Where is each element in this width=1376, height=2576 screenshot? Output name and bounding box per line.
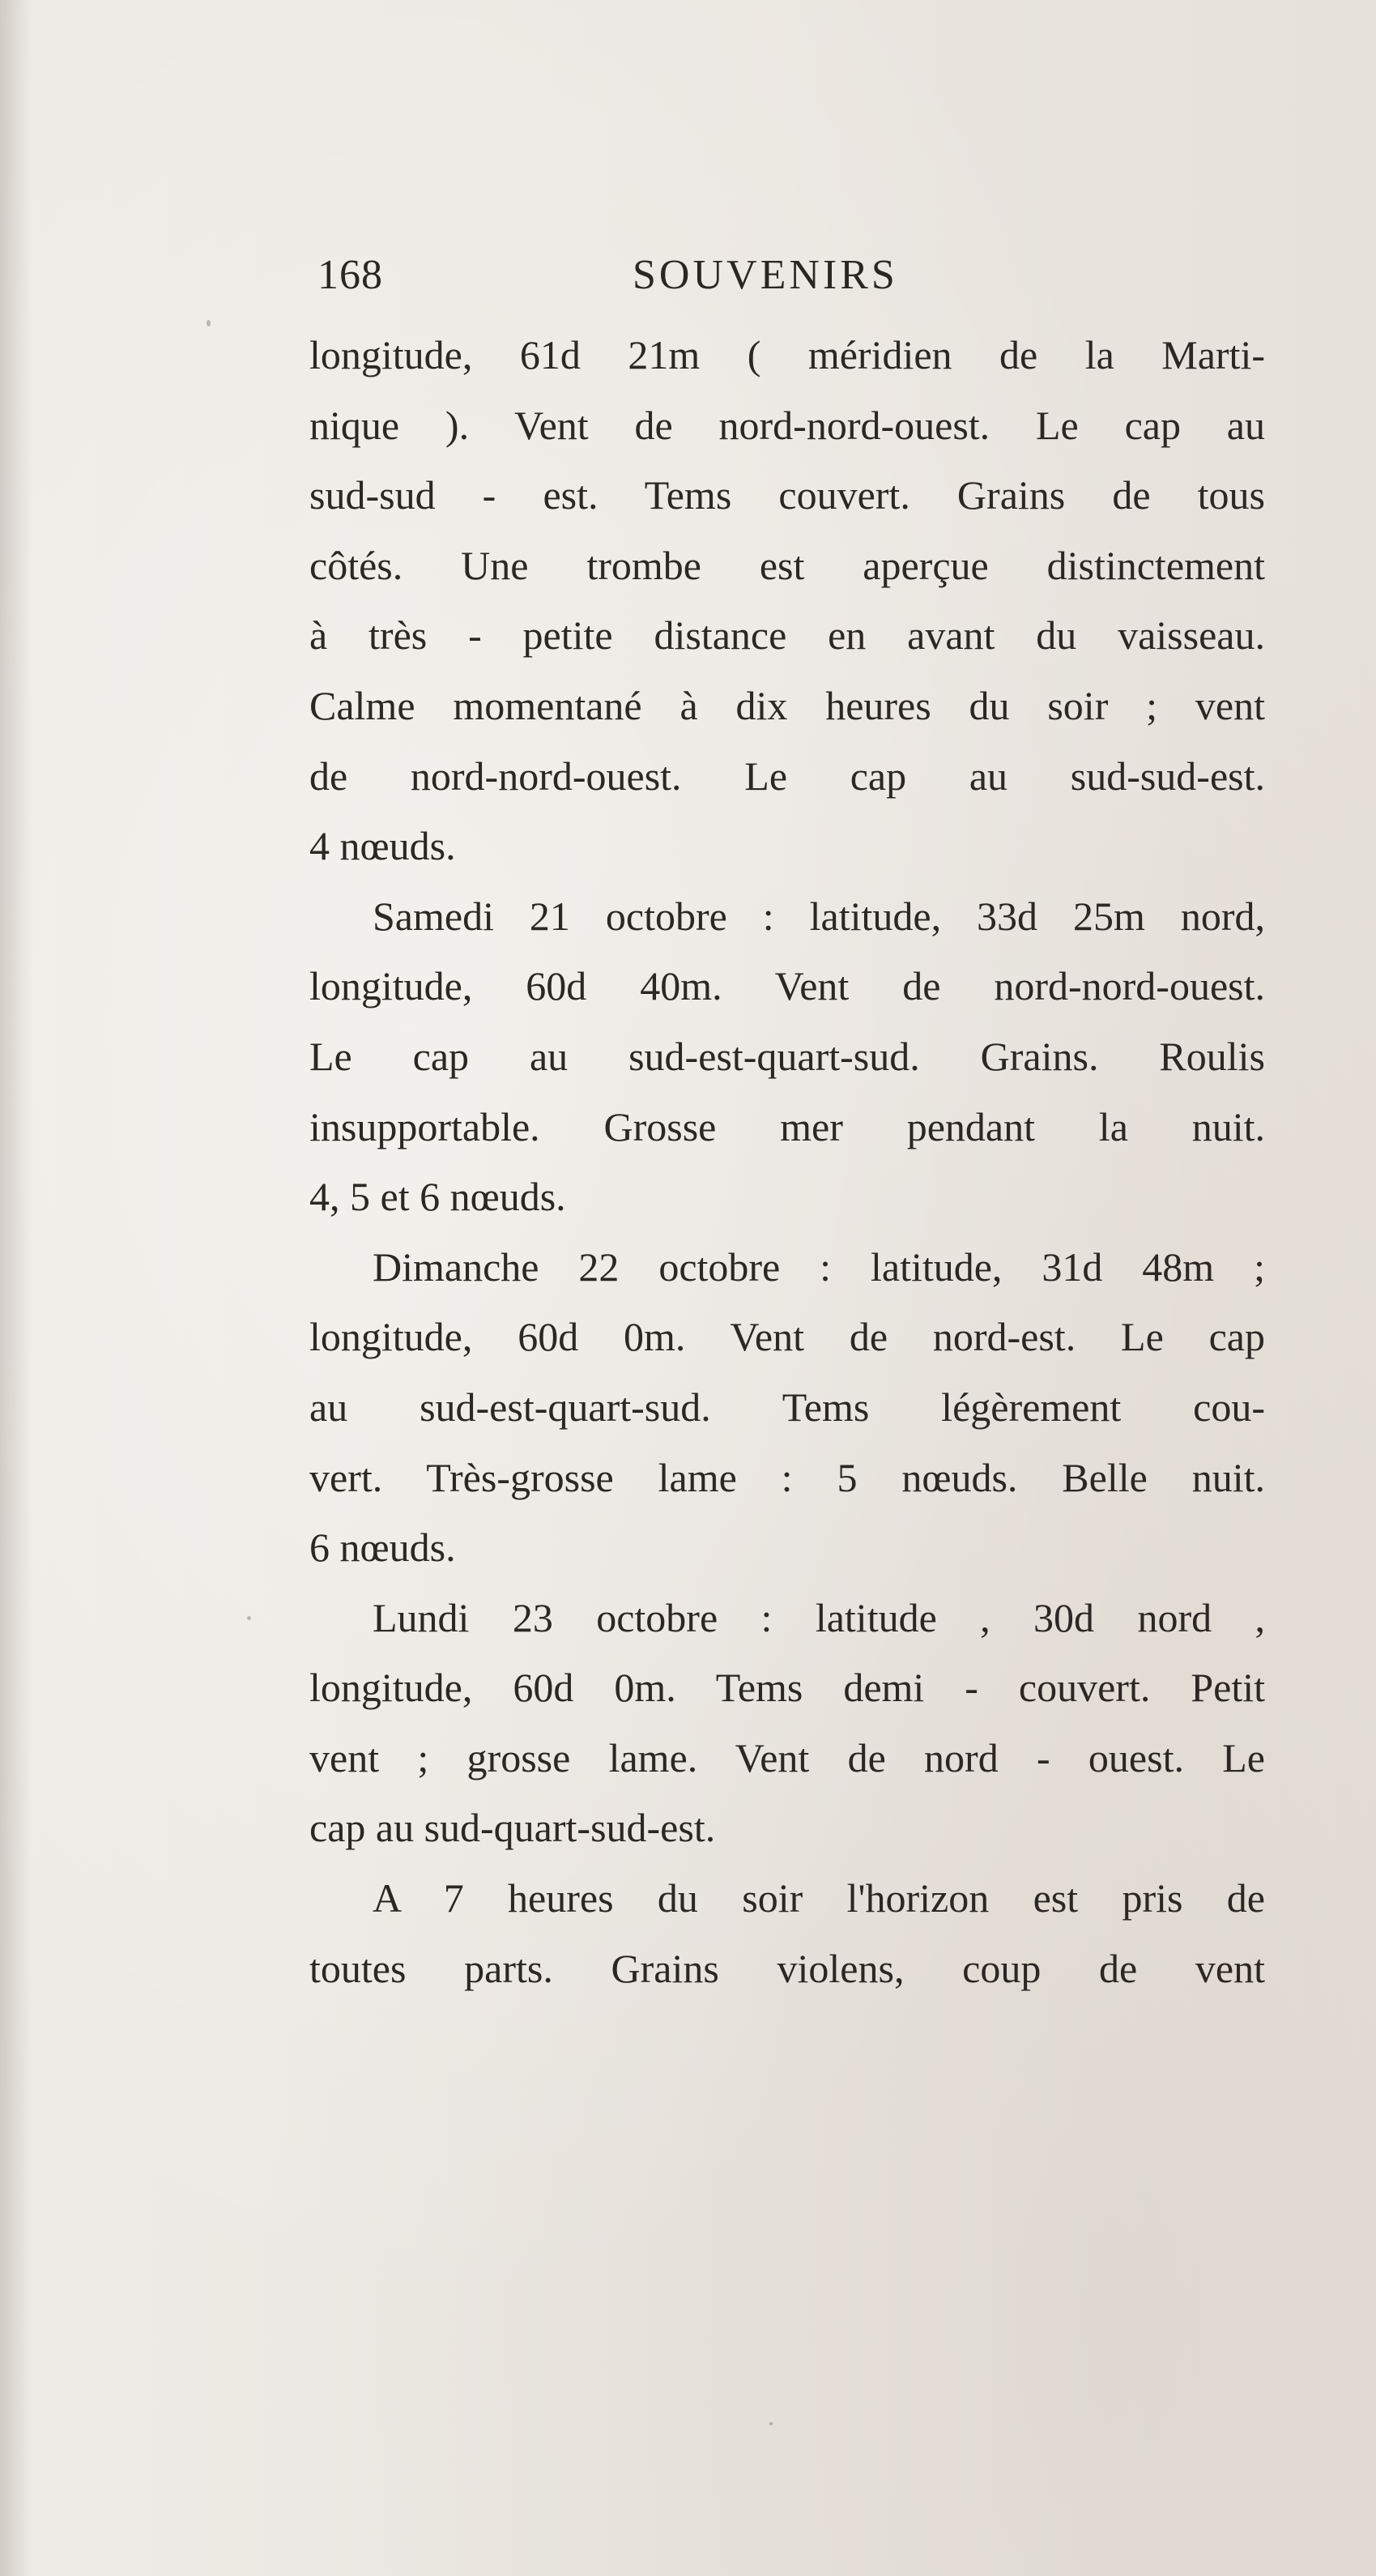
text-line: longitude, 60d 0m. Vent de nord-est. Le cap: [309, 1314, 1265, 1360]
paper-speck: [207, 320, 211, 326]
text-line: toutes parts. Grains violens, coup de vent: [309, 1945, 1265, 1991]
page-header: [274, 243, 1278, 308]
paragraph-start: Lundi 23 octobre : latitude , 30d nord ,: [373, 1594, 1265, 1640]
text-line: au sud-est-quart-sud. Tems légèrement cou-: [309, 1384, 1265, 1430]
text-line: longitude, 60d 40m. Vent de nord-nord-ouest.: [309, 963, 1265, 1009]
text-line: à très - petite distance en avant du vaisseau.: [309, 612, 1265, 659]
text-line: Calme momentané à dix heures du soir ; vent: [309, 682, 1265, 728]
text-line: nique ). Vent de nord-nord-ouest. Le cap au: [309, 402, 1265, 448]
running-title: SOUVENIRS: [633, 252, 898, 298]
text-line: de nord-nord-ouest. Le cap au sud-sud-est.: [309, 753, 1265, 799]
paper-speck: [769, 2422, 773, 2425]
text-line: vert. Très-grosse lame : 5 nœuds. Belle nuit.: [309, 1454, 1265, 1500]
text-line: 4, 5 et 6 nœuds.: [309, 1174, 566, 1220]
body-text: [309, 320, 1265, 2003]
text-line: 4 nœuds.: [309, 823, 456, 869]
paragraph-start: A 7 heures du soir l'horizon est pris de: [373, 1875, 1265, 1921]
text-line: Le cap au sud-est-quart-sud. Grains. Roulis: [309, 1033, 1265, 1079]
text-line: 6 nœuds.: [309, 1525, 456, 1571]
text-line: longitude, 61d 21m ( méridien de la Marti-: [309, 332, 1265, 377]
text-line: côtés. Une trombe est aperçue distinctement: [309, 542, 1265, 588]
page-number: 168: [317, 252, 383, 298]
paragraph-start: Samedi 21 octobre : latitude, 33d 25m nord,: [373, 893, 1265, 939]
text-line: longitude, 60d 0m. Tems demi - couvert. Petit: [309, 1665, 1265, 1711]
text-line: sud-sud - est. Tems couvert. Grains de tous: [309, 472, 1265, 518]
text-line: vent ; grosse lame. Vent de nord - ouest. Le: [309, 1734, 1265, 1781]
text-line: insupportable. Grosse mer pendant la nuit.: [309, 1103, 1265, 1149]
paper-speck: [247, 1616, 251, 1620]
spine-shadow: [0, 0, 32, 2576]
text-line: cap au sud-quart-sud-est.: [309, 1805, 716, 1851]
paragraph-start: Dimanche 22 octobre : latitude, 31d 48m ;: [373, 1243, 1265, 1290]
